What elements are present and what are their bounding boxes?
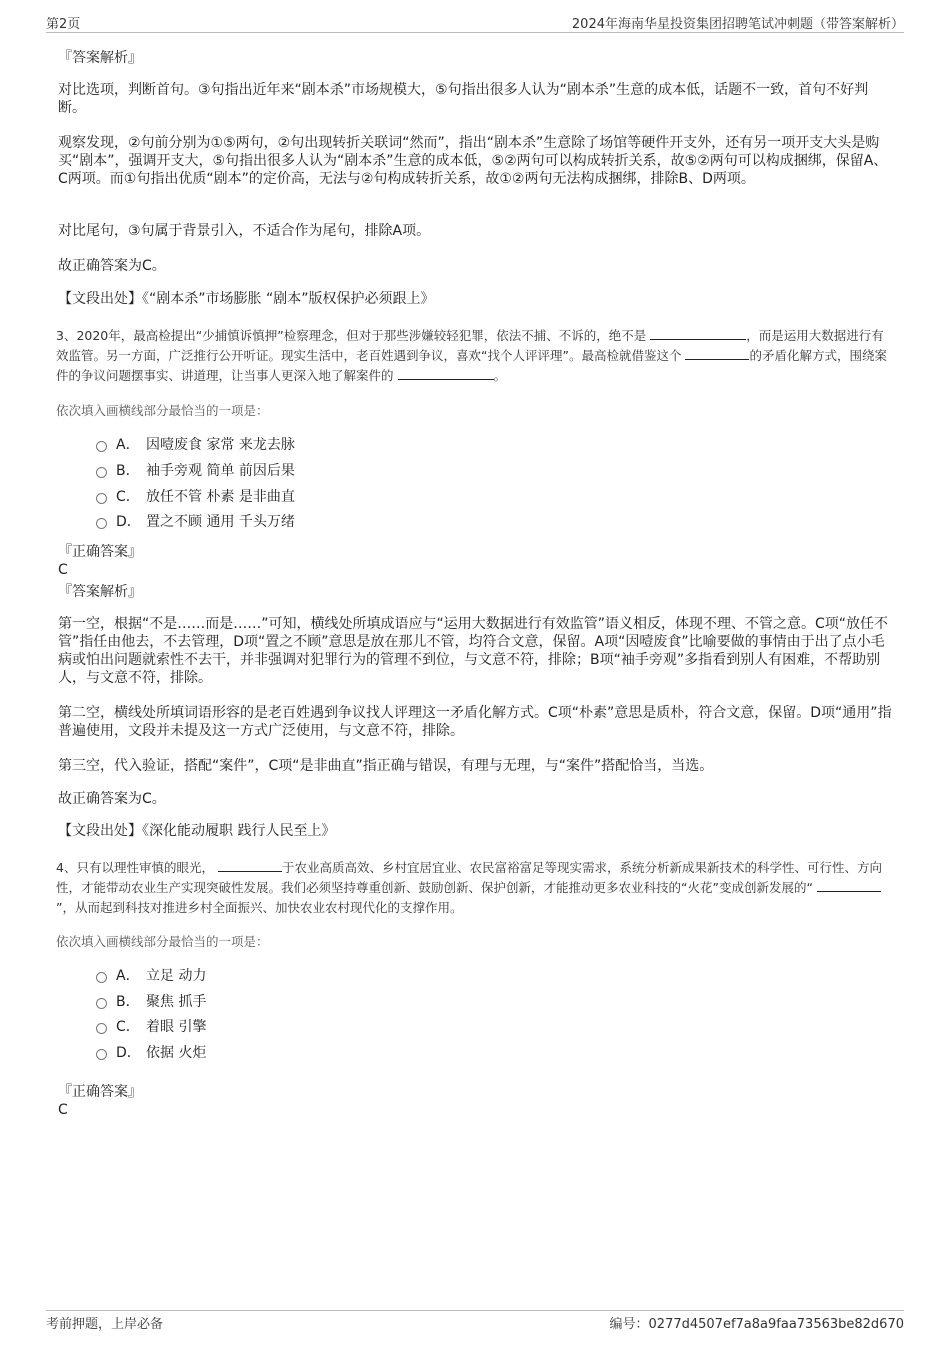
radio-icon[interactable] xyxy=(96,467,107,478)
q3-analysis-p4: 故正确答案为C。 xyxy=(58,791,166,807)
q3-stem-part-2: ，而是运用大数据进行有效监管。另一方面，广泛推行公开听证。现实生活中，老百姓遇到争议，喜欢“找个人评评理”。最高检就借鉴这个 xyxy=(56,328,884,363)
q2-analysis-label: 『答案解析』 xyxy=(58,50,142,66)
q3-blank-2 xyxy=(685,347,749,360)
option-text: 立足 动力 xyxy=(146,968,207,984)
q4-stem-part-1: 4、只有以理性审慎的眼光， xyxy=(56,860,214,875)
option-letter: A． xyxy=(116,437,140,453)
q2-analysis-p1: 对比选项，判断首句。③句指出近年来“剧本杀”市场规模大，⑤句指出很多人认为“剧本杀”生意的成本低，话题不一致，首句不好判断。 xyxy=(58,82,869,116)
q3-analysis-p1: 第一空，根据“不是……而是……”可知，横线处所填成语应与“运用大数据进行有效监管”语义相反，体现不理、不管之意。C项“放任不管”指任由他去，不去管理，D项“置之不顾”意思是放在那儿不管，均符合文意，保留。A项“因噎废食”比喻要做的事情由于出了点小毛病或怕出问题就索性不去干，并非强调对犯罪行为的管理不到位，与文意不符，排除；B项“袖手旁观”多指看到别人有困难，不帮助别人，与文意不符，排除。 xyxy=(58,616,889,686)
option-text: 因噎废食 家常 来龙去脉 xyxy=(146,437,295,453)
option-letter: C． xyxy=(116,1019,140,1035)
q3-stem-part-1: 3、2020年，最高检提出“少捕慎诉慎押”检察理念，但对于那些涉嫌较轻犯罪，依法不捕、不诉的，绝不是 xyxy=(56,328,647,343)
radio-icon[interactable] xyxy=(96,972,107,983)
q4-answer-label: 『正确答案』 xyxy=(58,1084,142,1100)
q4-blank-1 xyxy=(218,859,282,872)
q3-analysis-p2: 第二空，横线处所填词语形容的是老百姓遇到争议找人评理这一矛盾化解方式。C项“朴素”意思是质朴，符合文意，保留。D项“通用”指普遍使用，文段并未提及这一方式广泛使用，与文意不符，排除。 xyxy=(58,705,892,739)
q2-analysis-p4: 故正确答案为C。 xyxy=(58,258,166,274)
q3-option-c[interactable] xyxy=(96,486,295,508)
option-text: 置之不顾 通用 千头万绪 xyxy=(146,514,295,530)
radio-icon[interactable] xyxy=(96,441,107,452)
option-text: 着眼 引擎 xyxy=(146,1019,207,1035)
q2-analysis-p3: 对比尾句，③句属于背景引入，不适合作为尾句，排除A项。 xyxy=(58,223,431,239)
q3-blank-1 xyxy=(650,327,746,340)
page-header xyxy=(46,13,904,33)
q4-stem xyxy=(56,858,894,918)
q3-stem-part-3: 的矛盾化解方式，围绕案件的争议问题摆事实、讲道理，让当事人更深入地了解案件的 xyxy=(56,348,887,383)
q4-option-c[interactable] xyxy=(96,1016,206,1038)
q3-analysis-label: 『答案解析』 xyxy=(58,584,142,600)
option-text: 袖手旁观 简单 前因后果 xyxy=(146,463,295,479)
q4-option-d[interactable] xyxy=(96,1042,206,1064)
header-divider xyxy=(46,32,904,33)
q2-source: 【文段出处】《“剧本杀”市场膨胀 “剧本”版权保护必须跟上》 xyxy=(58,291,435,307)
q3-stem-part-4: 。 xyxy=(493,368,507,383)
option-letter: C． xyxy=(116,489,140,505)
q3-blank-3 xyxy=(398,367,494,380)
q3-answer-label: 『正确答案』 xyxy=(58,544,142,560)
page-footer xyxy=(46,1313,904,1333)
q4-stem-part-2: 于农业高质高效、乡村宜居宜业、农民富裕富足等现实需求，系统分析新成果新技术的科学性、可行性、方向性，才能带动农业生产实现突破性发展。我们必须坚持尊重创新、鼓励创新、保护创新，才能推动更多农业科技的“火花”变成创新发展的“ xyxy=(56,860,882,895)
option-letter: B． xyxy=(116,994,140,1010)
q4-lead: 依次填入画横线部分最恰当的一项是： xyxy=(56,934,269,949)
document-title: 2024年海南华星投资集团招聘笔试冲刺题（带答案解析） xyxy=(571,17,904,32)
radio-icon[interactable] xyxy=(96,998,107,1009)
q3-stem xyxy=(56,326,894,386)
radio-icon[interactable] xyxy=(96,1023,107,1034)
option-text: 聚焦 抓手 xyxy=(146,994,207,1010)
q3-source: 【文段出处】《深化能动履职 践行人民至上》 xyxy=(58,823,336,839)
q3-answer: C xyxy=(58,562,68,578)
document-code: 编号：0277d4507ef7a8a9faa73563be82d670 xyxy=(609,1317,904,1332)
radio-icon[interactable] xyxy=(96,1049,107,1060)
q3-lead: 依次填入画横线部分最恰当的一项是： xyxy=(56,403,269,418)
radio-icon[interactable] xyxy=(96,518,107,529)
footer-divider xyxy=(46,1310,904,1311)
option-text: 放任不管 朴素 是非曲直 xyxy=(146,489,295,505)
q4-blank-2 xyxy=(817,879,881,892)
page-number: 第2页 xyxy=(46,17,81,32)
q4-stem-part-3: ”，从而起到科技对推进乡村全面振兴、加快农业农村现代化的支撑作用。 xyxy=(56,900,463,915)
q3-option-b[interactable] xyxy=(96,460,295,482)
option-letter: A． xyxy=(116,968,140,984)
q2-analysis-p2: 观察发现，②句前分别为①⑤两句，②句出现转折关联词“然而”，指出“剧本杀”生意除了场馆等硬件开支外，还有另一项开支大头是购买“剧本”，强调开支大，⑤句指出很多人认为“剧本杀”生意的成本低，⑤②两句可以构成转折关系，故⑤②两句可以构成捆绑，保留A、C两项。而①句指出优质“剧本”的定价高，无法与②句构成转折关系，故①②两句无法构成捆绑，排除B、D两项。 xyxy=(58,135,888,187)
option-letter: D． xyxy=(116,1045,141,1061)
q4-option-a[interactable] xyxy=(96,965,206,987)
q4-answer: C xyxy=(58,1102,68,1118)
option-letter: D． xyxy=(116,514,141,530)
option-letter: B． xyxy=(116,463,140,479)
q4-option-b[interactable] xyxy=(96,991,206,1013)
q3-option-a[interactable] xyxy=(96,434,295,456)
q3-option-d[interactable] xyxy=(96,511,295,533)
q3-analysis-p3: 第三空，代入验证，搭配“案件”，C项“是非曲直”指正确与错误，有理与无理，与“案件”搭配恰当，当选。 xyxy=(58,758,714,774)
option-text: 依据 火炬 xyxy=(146,1045,207,1061)
footer-slogan: 考前押题，上岸必备 xyxy=(46,1317,164,1332)
radio-icon[interactable] xyxy=(96,493,107,504)
